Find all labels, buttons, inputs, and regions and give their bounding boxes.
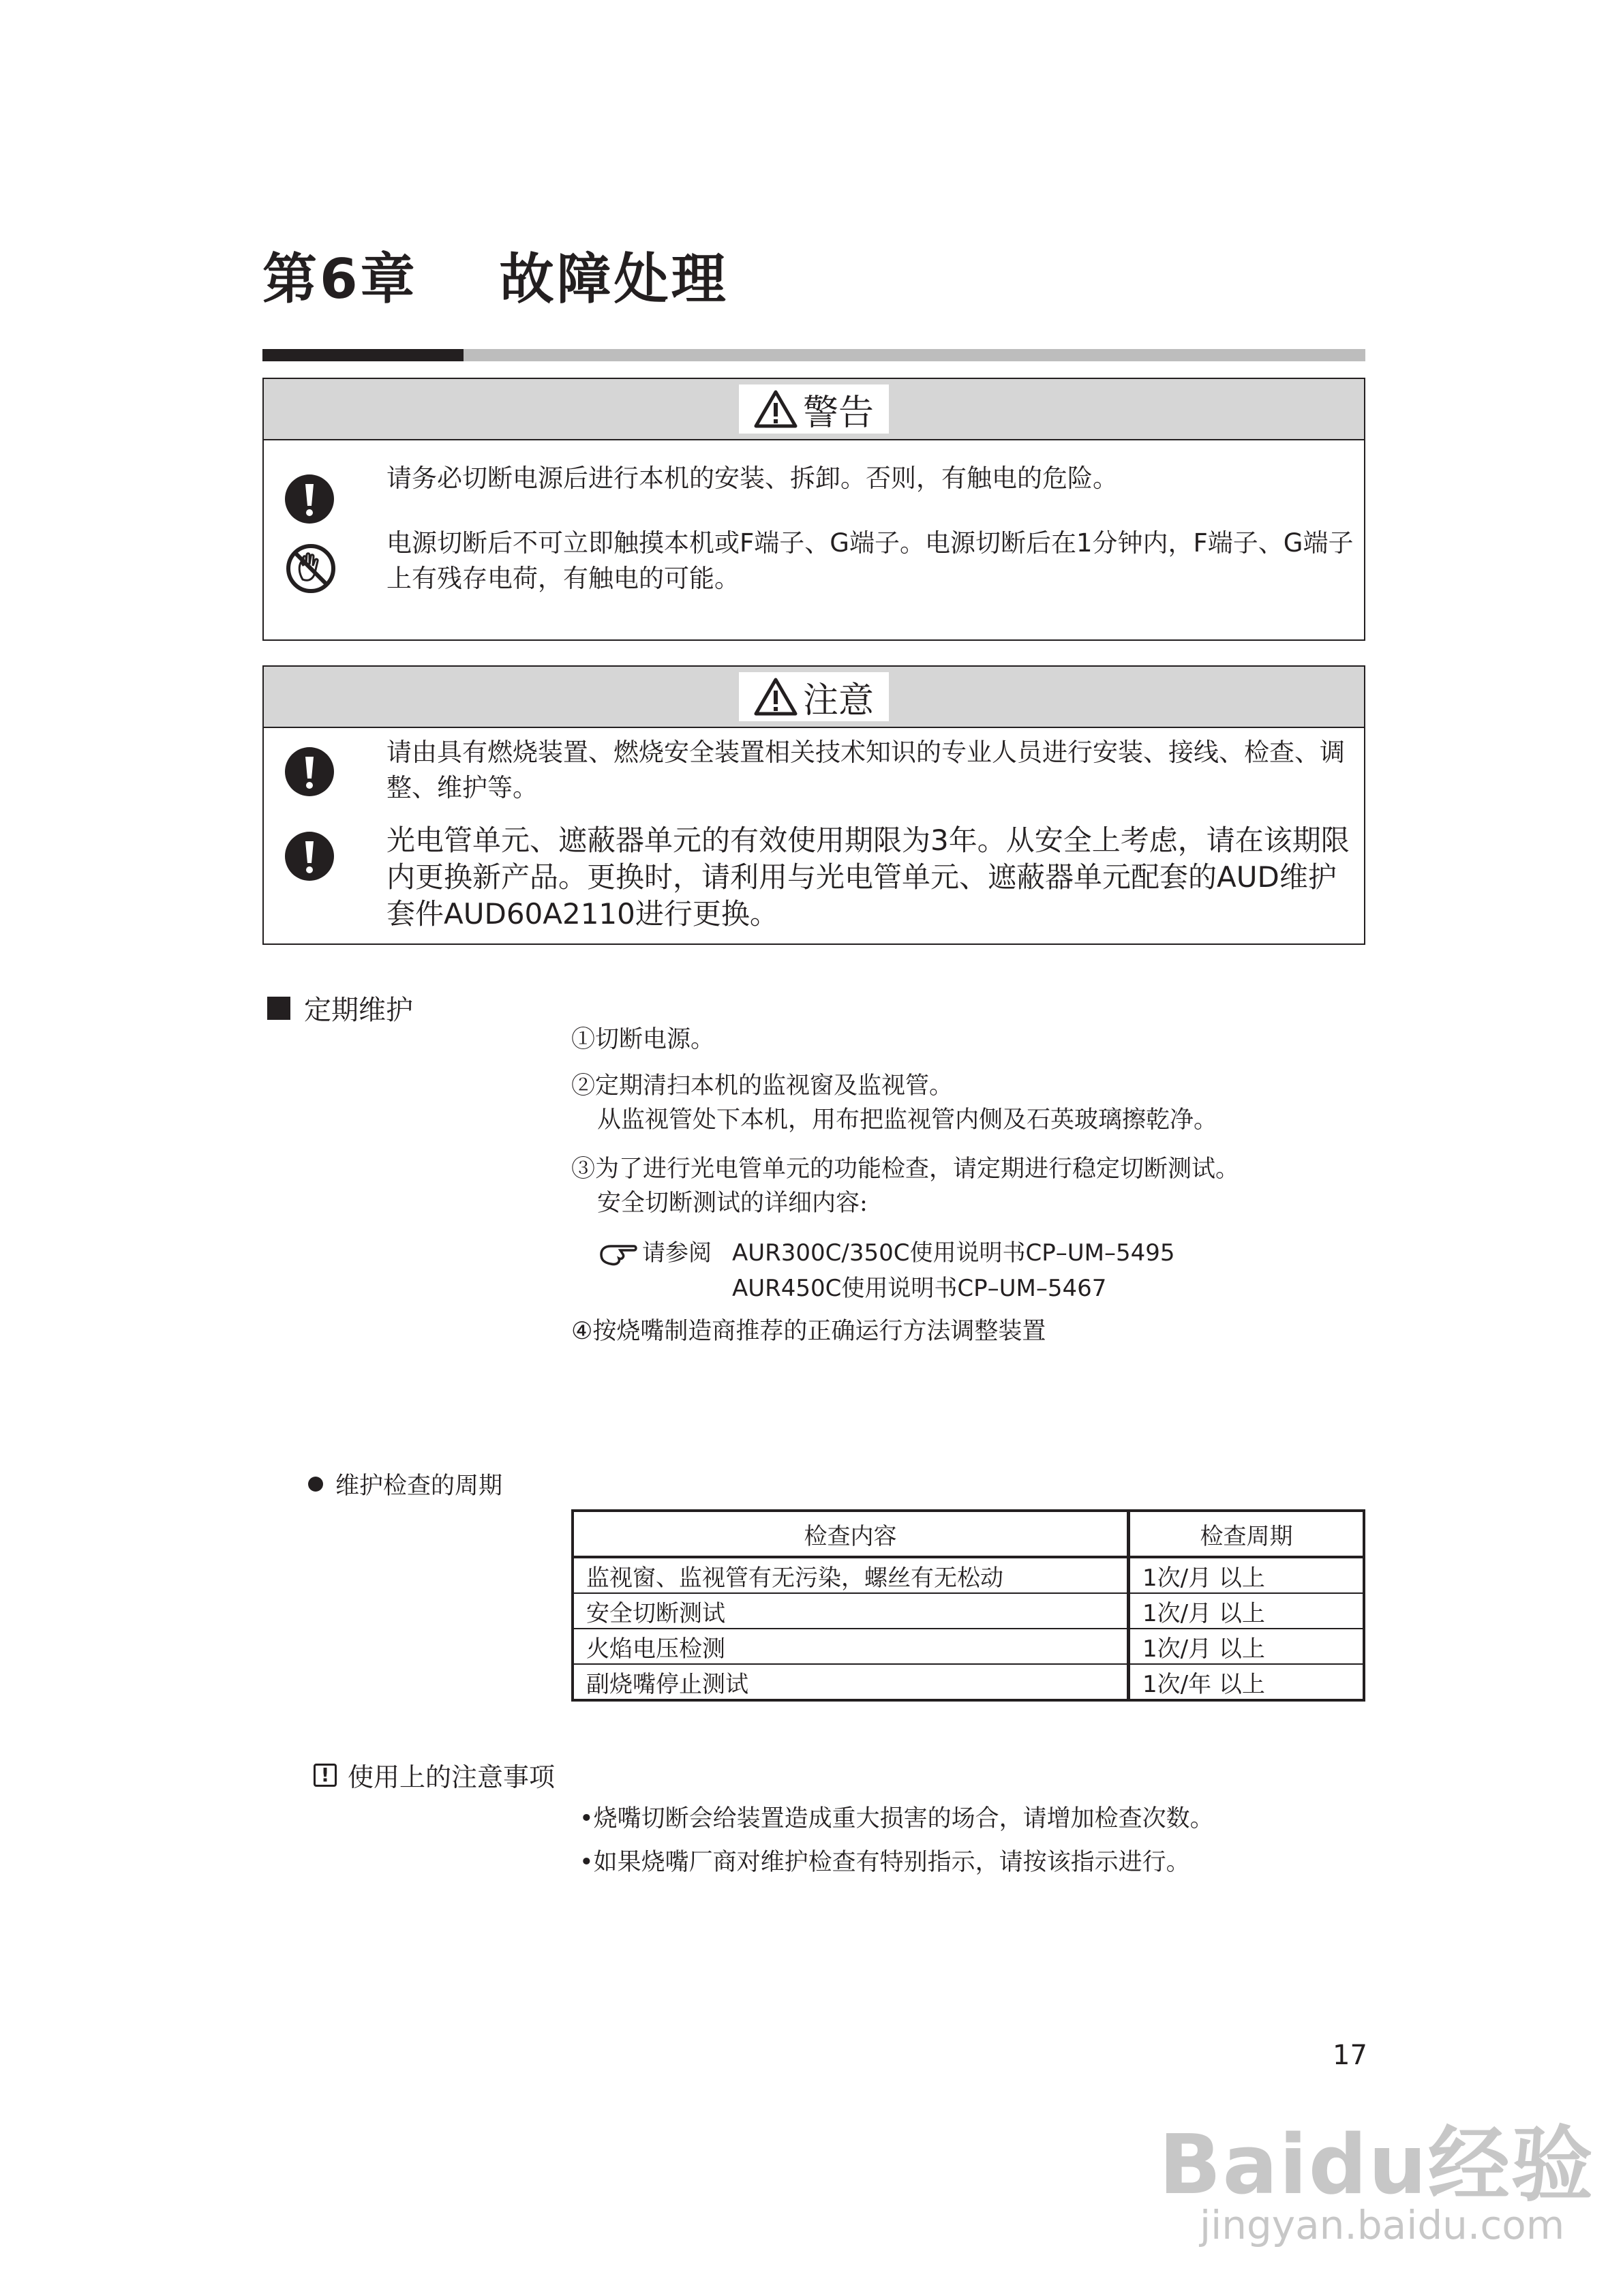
exclamation-icon (285, 747, 334, 796)
notice-icon: ! (314, 1764, 337, 1787)
warning-triangle-icon (754, 677, 798, 716)
step-3-text: ③为了进行光电管单元的功能检查，请定期进行稳定切断测试。 (571, 1155, 1240, 1183)
chapter-title (262, 235, 729, 314)
reference-manual-2: AUR450C使用说明书CP–UM–5467 (732, 1275, 1107, 1302)
no-touch-icon (285, 543, 337, 594)
maintenance-step-4 (571, 1314, 1046, 1348)
reference-label: 请参阅 (642, 1239, 712, 1267)
notes-heading (314, 1756, 555, 1794)
cell-item: 安全切断测试 (573, 1593, 1129, 1629)
maintenance-step-2 (571, 1069, 1217, 1137)
caution-label (739, 672, 889, 721)
watermark-url: jingyan.baidu.com (1200, 2202, 1565, 2248)
chapter-number: 第6章 (262, 247, 418, 311)
cell-item: 监视窗、监视管有无污染，螺丝有无松动 (573, 1557, 1129, 1593)
note-item-2: •如果烧嘴厂商对维护检查有特别指示，请按该指示进行。 (579, 1849, 1190, 1876)
cell-item: 副烧嘴停止测试 (573, 1664, 1129, 1700)
maintenance-step-1 (571, 1023, 714, 1057)
step-2-detail: 从监视管处下本机，用布把监视管内侧及石英玻璃擦乾净。 (597, 1106, 1218, 1134)
table-row (573, 1557, 1364, 1593)
warning-box (262, 378, 1365, 641)
cycle-heading (308, 1467, 502, 1501)
maintenance-step-3 (571, 1152, 1239, 1220)
exclamation-icon (285, 474, 334, 524)
cell-item: 火焰电压检测 (573, 1629, 1129, 1664)
cycle-heading-text: 维护检查的周期 (335, 1472, 503, 1500)
caution-label-text: 注意 (802, 680, 875, 721)
caution-box (262, 665, 1365, 945)
warning-label-text: 警告 (802, 392, 875, 434)
pointing-hand-icon (598, 1239, 638, 1267)
step-2-text: ②定期清扫本机的监视窗及监视管。 (571, 1072, 954, 1100)
notes-heading-text: 使用上的注意事项 (348, 1762, 556, 1792)
column-header-item: 检查内容 (573, 1511, 1129, 1557)
watermark (1159, 2100, 1594, 2248)
warning-triangle-icon (754, 389, 798, 429)
note-item-1: •烧嘴切断会给装置造成重大损害的场合，请增加检查次数。 (579, 1805, 1214, 1832)
table-header-row (573, 1511, 1364, 1557)
caution-text-2: 光电管单元、遮蔽器单元的有效使用期限为3年。从安全上考虑，请在该期限内更换新产品。更换时，请利用与光电管单元、遮蔽器单元配套的AUD维护套件AUD60A2110进行更换。 (386, 824, 1350, 931)
cell-cycle: 1次/年 以上 (1129, 1664, 1365, 1700)
page-number: 17 (1333, 2040, 1367, 2071)
title-rule-light (464, 349, 1365, 361)
square-bullet-icon (267, 997, 290, 1020)
reference-block (598, 1235, 1175, 1306)
maintenance-heading (267, 988, 413, 1027)
maintenance-heading-text: 定期维护 (304, 995, 413, 1026)
table-row (573, 1664, 1364, 1700)
warning-label (739, 384, 889, 434)
inspection-cycle-table (571, 1509, 1365, 1702)
cell-cycle: 1次/月 以上 (1129, 1593, 1365, 1629)
caution-header (264, 667, 1364, 728)
cell-cycle: 1次/月 以上 (1129, 1629, 1365, 1664)
title-rule-dark (262, 349, 464, 361)
cell-cycle: 1次/月 以上 (1129, 1557, 1365, 1593)
exclamation-icon (285, 832, 334, 881)
watermark-brand: Baidu经验 (1159, 2118, 1594, 2213)
table-row (573, 1629, 1364, 1664)
warning-text-1: 请务必切断电源后进行本机的安装、拆卸。否则，有触电的危险。 (386, 464, 1118, 493)
column-header-cycle: 检查周期 (1129, 1511, 1365, 1557)
step-1-text: ①切断电源。 (571, 1026, 715, 1053)
step-4-text: ④按烧嘴制造商推荐的正确运行方法调整装置 (571, 1318, 1046, 1345)
warning-header (264, 379, 1364, 440)
reference-manual-1: AUR300C/350C使用说明书CP–UM–5495 (732, 1239, 1175, 1267)
round-bullet-icon (308, 1477, 323, 1492)
caution-text-1: 请由具有燃烧装置、燃烧安全装置相关技术知识的专业人员进行安装、接线、检查、调整、维护等。 (386, 738, 1345, 802)
step-3-detail: 安全切断测试的详细内容: (597, 1190, 868, 1217)
chapter-name: 故障处理 (499, 247, 729, 311)
warning-text-2: 电源切断后不可立即触摸本机或F端子、G端子。电源切断后在1分钟内，F端子、G端子上有残存电荷，有触电的可能。 (386, 528, 1354, 593)
table-row (573, 1593, 1364, 1629)
